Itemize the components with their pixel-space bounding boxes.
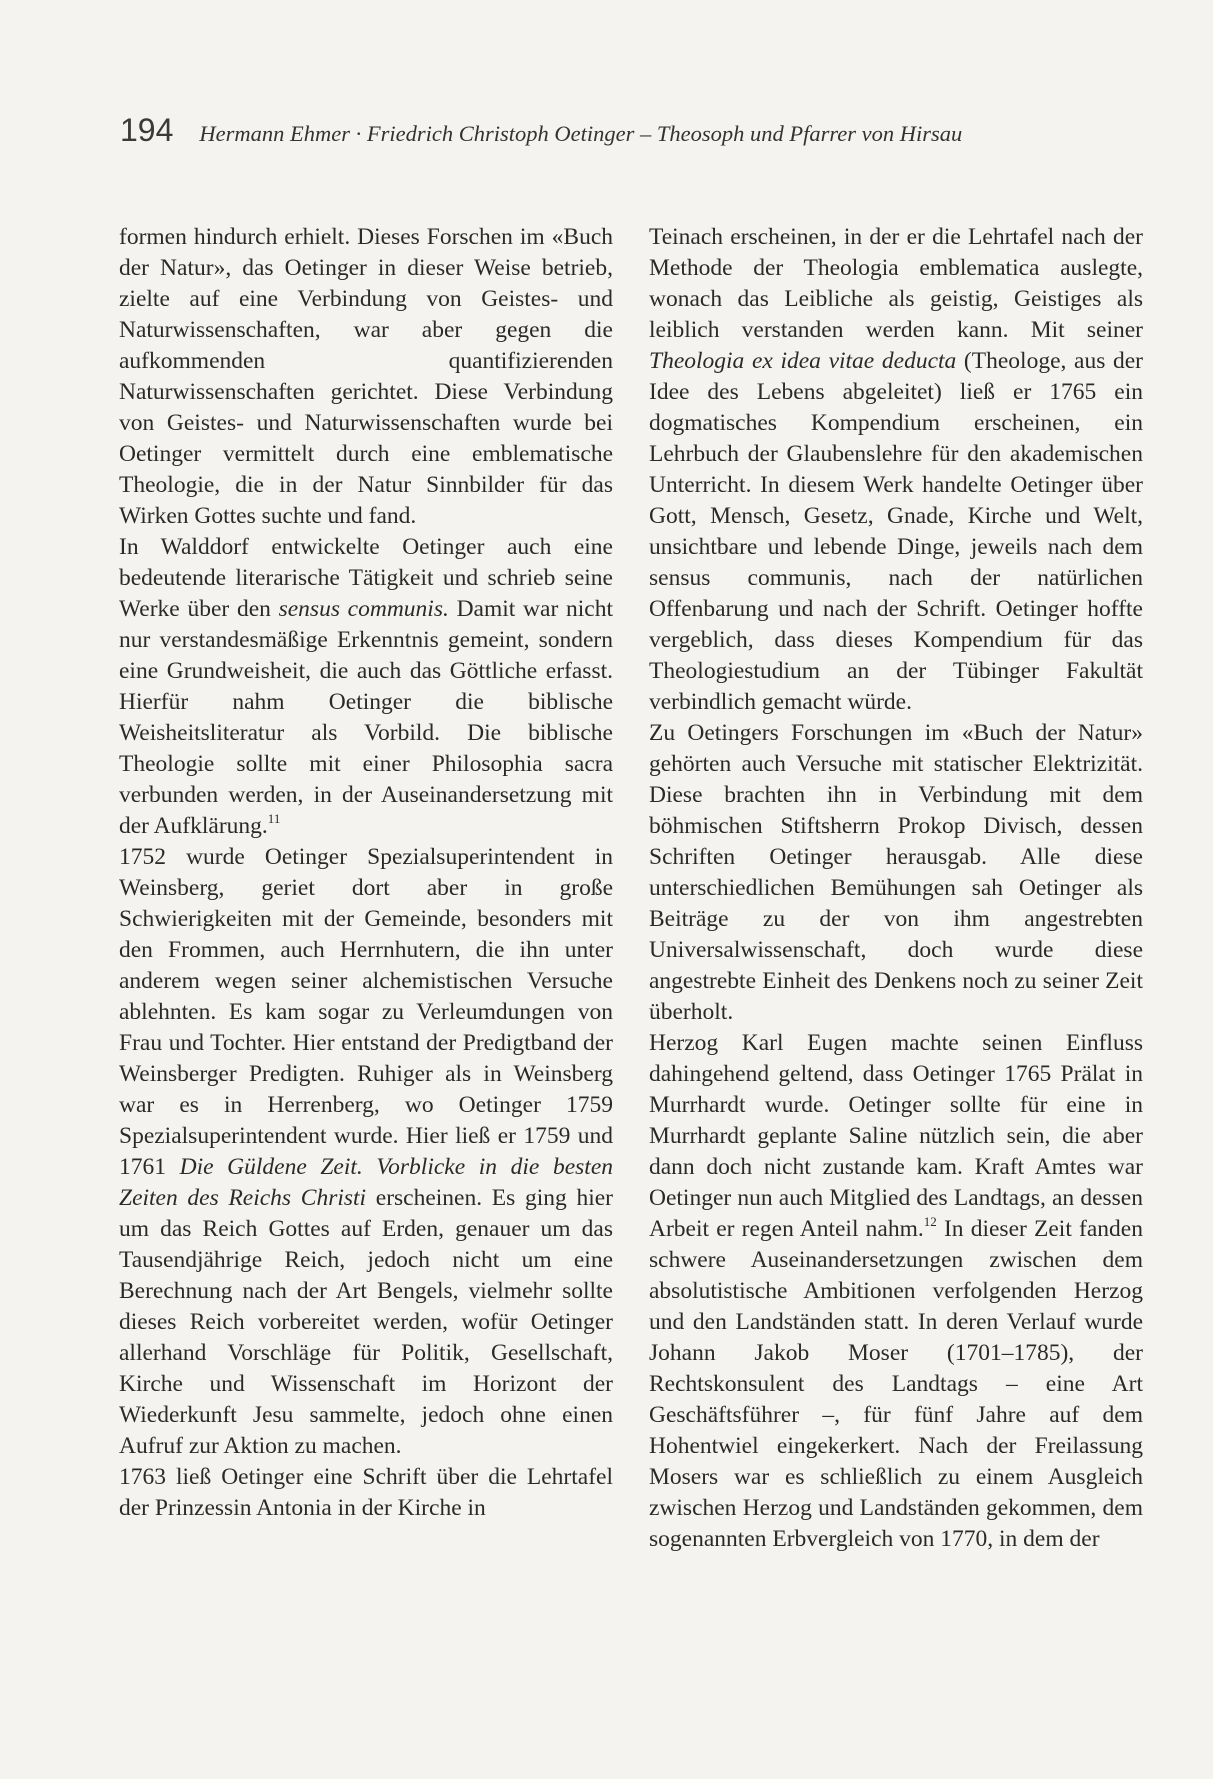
footnote-ref-11[interactable]: 11 bbox=[267, 811, 281, 826]
text-run: Damit war nicht nur verstandesmäßige Erkenntnis gemeint, sondern eine Grundweisheit, die auch das Göttliche erfasst. Hierfür nahm Oetinger die biblische Weisheitsliteratur als Vorbild. Die biblische Theologie sollte mit einer Philosophia sacra verbunden werden, in der Auseinandersetzung mit der Aufklärung. bbox=[119, 596, 613, 839]
right-column bbox=[649, 222, 1143, 1555]
footnote-ref-12[interactable]: 12 bbox=[923, 1214, 937, 1229]
running-header bbox=[120, 112, 1080, 149]
italic-term: sensus communis. bbox=[278, 596, 449, 622]
italic-title: Theologia ex idea vitae deducta bbox=[649, 348, 957, 374]
paragraph: 1763 ließ Oetinger eine Schrift über die Lehrtafel der Prinzessin Antonia in der Kirche in bbox=[119, 1464, 613, 1521]
text-run: In Walddorf entwickelte Oetinger auch eine bedeutende literarische Tätigkeit und schrieb seine Werke über den bbox=[119, 534, 613, 622]
paragraph bbox=[649, 222, 1143, 718]
left-column bbox=[119, 222, 613, 1524]
text-run: Herzog Karl Eugen machte seinen Einfluss dahingehend geltend, dass Oetinger 1765 Prälat in Murrhardt wurde. Oetinger sollte für eine in Murrhardt geplante Saline nützlich sein, die aber dann doch nicht zustande kam. Kraft Amtes war Oetinger nun auch Mitglied des Landtags, an dessen Arbeit er regen Anteil nahm. bbox=[649, 1030, 1143, 1242]
paragraph bbox=[119, 532, 613, 842]
paragraph: formen hindurch erhielt. Dieses Forschen im «Buch der Natur», das Oetinger in dieser Weise betrieb, zielte auf eine Verbindung von Geistes- und Naturwissenschaften, war aber gegen die aufkommenden quantifizierenden Naturwissenschaften gerichtet. Diese Verbindung von Geistes- und Naturwissenschaften wurde bei Oetinger vermittelt durch eine emblematische Theologie, die in der Natur Sinnbilder für das Wirken Gottes suchte und fand. bbox=[119, 224, 613, 529]
paragraph bbox=[649, 1028, 1143, 1555]
text-run: erscheinen. Es ging hier um das Reich Gottes auf Erden, genauer um das Tausendjährige Reich, jedoch nicht um eine Berechnung nach der Art Bengels, vielmehr sollte dieses Reich vorbereitet werden, wofür Oetinger allerhand Vorschläge für Politik, Gesellschaft, Kirche und Wissenschaft im Horizont der Wiederkunft Jesu sammelte, jedoch ohne einen Aufruf zur Aktion zu machen. bbox=[119, 1185, 613, 1459]
paragraph bbox=[119, 842, 613, 1462]
running-title: Hermann Ehmer · Friedrich Christoph Oetinger – Theosoph und Pfarrer von Hirsau bbox=[199, 121, 963, 146]
text-run: Teinach erscheinen, in der er die Lehrtafel nach der Methode der Theologia emblematica auslegte, wonach das Leibliche als geistig, Geistiges als leiblich verstanden werden kann. Mit seiner bbox=[649, 224, 1143, 343]
text-run: (Theologe, aus der Idee des Lebens abgeleitet) ließ er 1765 ein dogmatisches Kompendium erscheinen, ein Lehrbuch der Glaubenslehre für den akademischen Unterricht. In diesem Werk handelte Oetinger über Gott, Mensch, Gesetz, Gnade, Kirche und Welt, unsichtbare und lebende Dinge, jeweils nach dem sensus communis, nach der natürlichen Offenbarung und nach der Schrift. Oetinger hoffte vergeblich, dass dieses Kompendium für das Theologiestudium an der Tübinger Fakultät verbindlich gemacht würde. bbox=[649, 348, 1144, 715]
text-run: 1752 wurde Oetinger Spezialsuperintendent in Weinsberg, geriet dort aber in große Schwierigkeiten mit der Gemeinde, besonders mit den Frommen, auch Herrnhutern, die ihn unter anderem wegen seiner alchemistischen Versuche ablehnten. Es kam sogar zu Verleumdungen von Frau und Tochter. Hier entstand der Predigtband der Weinsberger Predigten. Ruhiger als in Weinsberg war es in Herrenberg, wo Oetinger 1759 Spezialsuperintendent wurde. Hier ließ er 1759 und 1761 bbox=[119, 844, 613, 1180]
page-number: 194 bbox=[120, 112, 174, 148]
text-run: In dieser Zeit fanden schwere Auseinandersetzungen zwischen dem absolutistische Ambitionen verfolgenden Herzog und den Landständen statt. In deren Verlauf wurde Johann Jakob Moser (1701–1785), der Rechtskonsulent des Landtags – eine Art Geschäftsführer –, für fünf Jahre auf dem Hohentwiel eingekerkert. Nach der Freilassung Mosers war es schließlich zu einem Ausgleich zwischen Herzog und Landständen gekommen, dem sogenannten Erbvergleich von 1770, in dem der bbox=[649, 1216, 1143, 1552]
italic-title: Die Güldene Zeit. Vorblicke in die besten Zeiten des Reichs Christi bbox=[119, 1154, 613, 1211]
paragraph: Zu Oetingers Forschungen im «Buch der Natur» gehörten auch Versuche mit statischer Elektrizität. Diese brachten ihn in Verbindung mit dem böhmischen Stiftsherrn Prokop Divisch, dessen Schriften Oetinger herausgab. Alle diese unterschiedlichen Bemühungen sah Oetinger als Beiträge zu der von ihm angestrebten Universalwissenschaft, doch wurde diese angestrebte Einheit des Denkens noch zu seiner Zeit überholt. bbox=[649, 720, 1143, 1025]
